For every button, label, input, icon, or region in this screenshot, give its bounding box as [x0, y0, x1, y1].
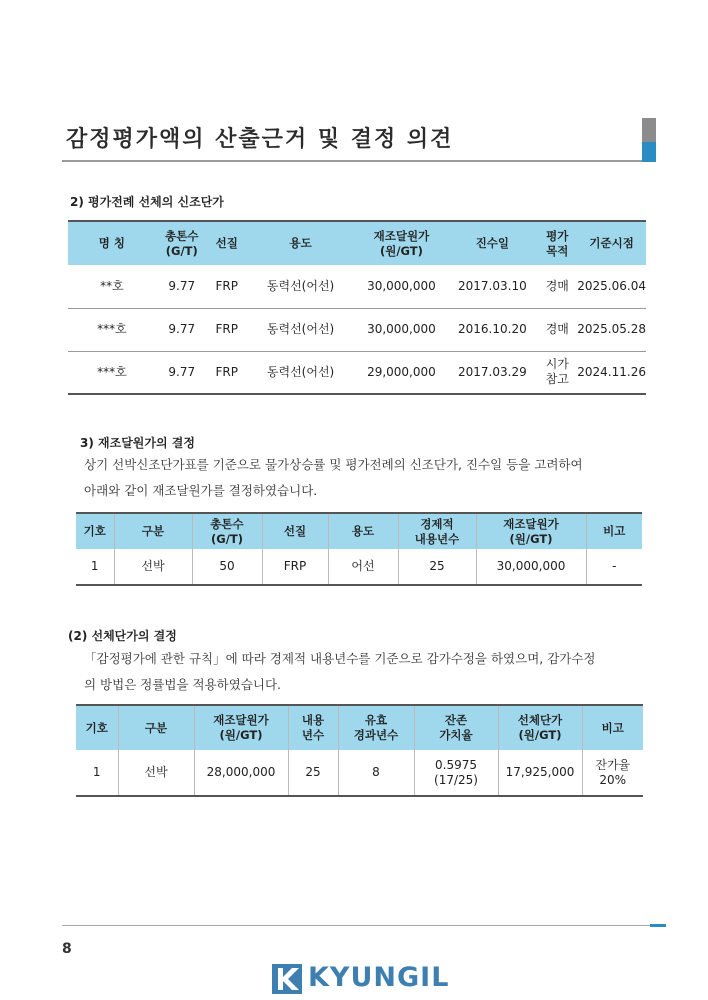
section2-paragraph: [84, 452, 644, 504]
column-header: 총톤수 (G/T): [192, 513, 262, 549]
section3-heading: (2) 선체단가의 결정: [68, 629, 177, 643]
section1-heading: 2) 평가전례 선체의 신조단가: [70, 195, 224, 209]
table-row: [76, 549, 642, 585]
column-header: 유효 경과년수: [338, 705, 414, 750]
column-header: 구분: [114, 513, 192, 549]
table-row: [68, 308, 646, 351]
column-header: 진수일: [447, 221, 537, 265]
table-cell: 28,000,000: [194, 750, 288, 796]
table-cell: 경매: [537, 308, 577, 351]
section3-paragraph: [84, 646, 644, 698]
table-row: [68, 351, 646, 394]
title-underline: [62, 160, 644, 162]
hull-unit-price-table: [76, 704, 643, 797]
table-cell: ***호: [68, 308, 156, 351]
table-cell: ***호: [68, 351, 156, 394]
table-cell: FRP: [208, 265, 246, 308]
column-header: 잔존 가치율: [414, 705, 498, 750]
column-header: 기호: [76, 513, 114, 549]
table-cell: 25: [398, 549, 476, 585]
table-cell: 9.77: [156, 308, 208, 351]
table-cell: 시가 참고: [537, 351, 577, 394]
page-title: 감정평가액의 산출근거 및 결정 의견: [66, 127, 454, 152]
column-header: 기준시점: [577, 221, 646, 265]
table-row: [68, 265, 646, 308]
section2-paragraph-line2: 아래와 같이 재조달원가를 결정하였습니다.: [84, 483, 318, 498]
table-cell: 어선: [328, 549, 398, 585]
table-cell: 30,000,000: [355, 308, 447, 351]
kyungil-logo-icon: [272, 964, 302, 994]
footer-rule: [62, 925, 652, 926]
table-cell: 2025.06.04: [577, 265, 646, 308]
table-cell: 1: [76, 750, 118, 796]
table-row: [76, 750, 643, 796]
column-header: 비고: [582, 705, 643, 750]
table-cell: 17,925,000: [498, 750, 582, 796]
section2-heading: 3) 재조달원가의 결정: [80, 436, 195, 450]
column-header: 재조달원가 (원/GT): [194, 705, 288, 750]
table-cell: 잔가율 20%: [582, 750, 643, 796]
table-cell: 2016.10.20: [447, 308, 537, 351]
table-cell: FRP: [262, 549, 328, 585]
column-header: 재조달원가 (원/GT): [355, 221, 447, 265]
table-cell: 9.77: [156, 265, 208, 308]
table-cell: 30,000,000: [355, 265, 447, 308]
title-accent-gray: [642, 118, 656, 142]
column-header: 총톤수 (G/T): [156, 221, 208, 265]
section3-paragraph-line2: 의 방법은 정률법을 적용하였습니다.: [84, 677, 282, 692]
column-header: 재조달원가 (원/GT): [476, 513, 586, 549]
page-number: 8: [62, 941, 72, 957]
table-cell: 0.5975 (17/25): [414, 750, 498, 796]
table-cell: 30,000,000: [476, 549, 586, 585]
footer-accent: [650, 924, 666, 927]
section3-paragraph-line1: 「감정평가에 관한 규칙」에 따라 경제적 내용년수를 기준으로 감가수정을 하였으며, 감가수정: [84, 651, 596, 666]
table-cell: 선박: [114, 549, 192, 585]
table-cell: 동력선(어선): [246, 308, 356, 351]
table-cell: FRP: [208, 308, 246, 351]
table-cell: 29,000,000: [355, 351, 447, 394]
title-accent-blue: [642, 142, 656, 162]
table-cell: 50: [192, 549, 262, 585]
column-header: 비고: [586, 513, 642, 549]
column-header: 선질: [262, 513, 328, 549]
table-cell: 동력선(어선): [246, 351, 356, 394]
column-header: 내용 년수: [288, 705, 338, 750]
table-cell: 2025.05.28: [577, 308, 646, 351]
table-cell: 25: [288, 750, 338, 796]
table-cell: 8: [338, 750, 414, 796]
table-cell: 2024.11.26: [577, 351, 646, 394]
column-header: 경제적 내용년수: [398, 513, 476, 549]
section2-paragraph-line1: 상기 선박신조단가표를 기준으로 물가상승률 및 평가전례의 신조단가, 진수일 등을 고려하여: [84, 457, 583, 472]
column-header: 구분: [118, 705, 194, 750]
column-header: 용도: [328, 513, 398, 549]
table-cell: 2017.03.10: [447, 265, 537, 308]
table-cell: 9.77: [156, 351, 208, 394]
comparable-ships-table: [68, 220, 646, 395]
column-header: 명 칭: [68, 221, 156, 265]
column-header: 기호: [76, 705, 118, 750]
table-cell: 2017.03.29: [447, 351, 537, 394]
column-header: 선질: [208, 221, 246, 265]
table-cell: 경매: [537, 265, 577, 308]
table-cell: -: [586, 549, 642, 585]
column-header: 선체단가 (원/GT): [498, 705, 582, 750]
table-cell: **호: [68, 265, 156, 308]
replacement-cost-table: [76, 512, 642, 586]
table-cell: 1: [76, 549, 114, 585]
page-title-block: [62, 112, 658, 162]
table-cell: FRP: [208, 351, 246, 394]
column-header: 용도: [246, 221, 356, 265]
table-cell: 동력선(어선): [246, 265, 356, 308]
table-cell: 선박: [118, 750, 194, 796]
logo-wordmark: KYUNGIL: [308, 962, 450, 993]
column-header: 평가 목적: [537, 221, 577, 265]
